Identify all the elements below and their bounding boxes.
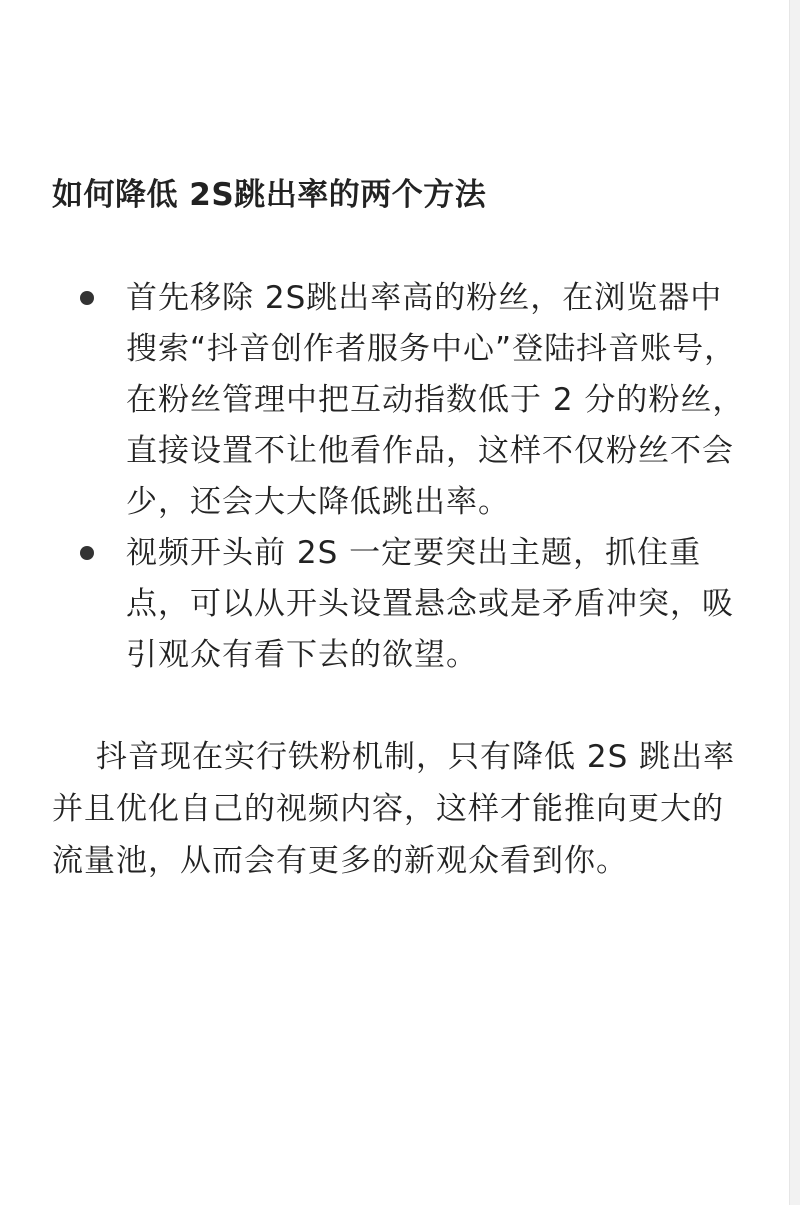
closing-paragraph: 抖音现在实行铁粉机制，只有降低 2S 跳出率并且优化自己的视频内容，这样才能推向更大的流量池，从而会有更多的新观众看到你。 bbox=[52, 739, 736, 879]
bullet-icon bbox=[80, 291, 94, 305]
list-item bbox=[52, 528, 752, 681]
list-item bbox=[52, 273, 752, 528]
bullet-list bbox=[52, 273, 752, 681]
list-item-text: 首先移除 2S跳出率高的粉丝，在浏览器中搜索“抖音创作者服务中心”登陆抖音账号，在粉丝管理中把互动指数低于 2 分的粉丝，直接设置不让他看作品，这样不仅粉丝不会少，还会大大降低跳出率。 bbox=[126, 280, 745, 520]
right-edge-bar bbox=[789, 0, 800, 1205]
article bbox=[52, 170, 752, 879]
article-title: 如何降低 2S跳出率的两个方法 bbox=[52, 177, 487, 213]
bullet-icon bbox=[80, 546, 94, 560]
list-item-text: 视频开头前 2S 一定要突出主题，抓住重点，可以从开头设置悬念或是矛盾冲突，吸引观众有看下去的欲望。 bbox=[126, 535, 734, 673]
